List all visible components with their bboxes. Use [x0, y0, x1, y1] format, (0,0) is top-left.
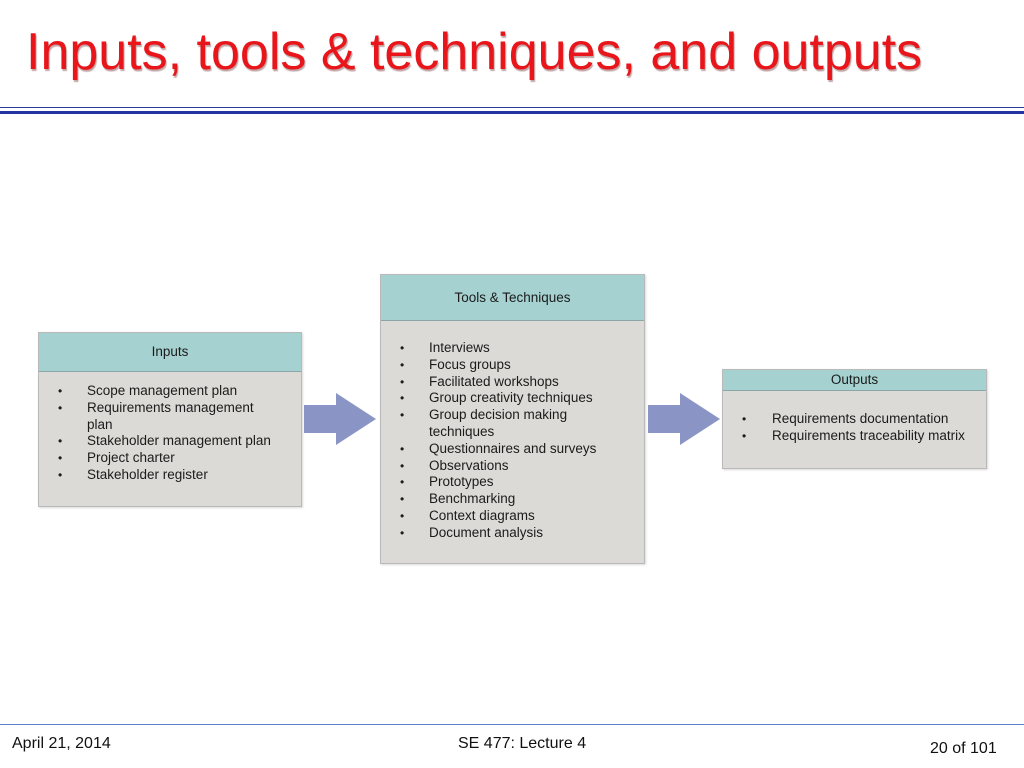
slide-title: Inputs, tools & techniques, and outputs	[26, 23, 923, 81]
bullet-icon: •	[400, 525, 405, 540]
list-item-text: Stakeholder management plan	[87, 433, 271, 449]
bullet-icon: •	[58, 384, 63, 398]
bullet-icon: •	[400, 475, 405, 490]
list-item	[39, 433, 301, 450]
tools-list	[381, 321, 644, 542]
list-item	[723, 428, 986, 445]
list-item	[381, 441, 644, 458]
list-item-text: Questionnaires and surveys	[429, 440, 597, 456]
list-item-text: Context diagrams	[429, 507, 535, 523]
list-item	[39, 400, 301, 434]
list-item	[39, 450, 301, 467]
bullet-icon: •	[400, 441, 405, 456]
footer-rule	[0, 724, 1024, 725]
right-arrow-icon	[648, 393, 720, 445]
outputs-box	[722, 369, 987, 469]
list-item	[381, 390, 644, 407]
inputs-box-header: Inputs	[39, 333, 301, 372]
bullet-icon: •	[400, 458, 405, 473]
bullet-icon: •	[400, 492, 405, 507]
list-item-text: Interviews	[429, 340, 490, 355]
footer-date: April 21, 2014	[12, 735, 111, 752]
list-item	[381, 508, 644, 525]
list-item-text: Benchmarking	[429, 491, 516, 507]
list-item-text: Stakeholder register	[87, 466, 208, 482]
list-item	[381, 407, 644, 441]
tools-techniques-box	[380, 274, 645, 564]
list-item-text: Facilitated workshops	[429, 373, 559, 389]
list-item-text: Group decision making techniques	[429, 407, 568, 439]
outputs-box-header: Outputs	[723, 370, 986, 391]
title-rule-thick	[0, 111, 1024, 114]
list-item	[381, 357, 644, 374]
list-item-text: Document analysis	[429, 524, 544, 540]
list-item-text: Project charter	[87, 450, 175, 466]
bullet-icon: •	[58, 400, 63, 415]
list-item-text: Observations	[429, 457, 509, 473]
list-item	[39, 467, 301, 484]
list-item	[381, 491, 644, 508]
page-number: 20 of 101	[930, 740, 997, 757]
bullet-icon: •	[400, 408, 405, 423]
inputs-box	[38, 332, 302, 507]
bullet-icon: •	[742, 412, 747, 426]
list-item	[39, 383, 301, 400]
inputs-list	[39, 372, 301, 484]
list-item-text: Prototypes	[429, 474, 494, 490]
list-item	[381, 374, 644, 391]
list-item	[381, 525, 644, 542]
bullet-icon: •	[58, 434, 63, 449]
bullet-icon: •	[400, 391, 405, 406]
list-item	[381, 458, 644, 475]
bullet-icon: •	[400, 357, 405, 372]
list-item-text: Requirements documentation	[772, 411, 949, 426]
footer-course-title: SE 477: Lecture 4	[458, 735, 587, 752]
list-item	[381, 340, 644, 357]
list-item-text: Group creativity techniques	[429, 390, 593, 406]
outputs-list	[723, 391, 986, 445]
bullet-icon: •	[400, 508, 405, 523]
bullet-icon: •	[742, 428, 747, 443]
list-item-text: Scope management plan	[87, 383, 238, 398]
bullet-icon: •	[58, 467, 63, 482]
bullet-icon: •	[400, 374, 405, 389]
title-rule-thin	[0, 107, 1024, 108]
list-item-text: Requirements management plan	[87, 399, 254, 432]
tools-box-header: Tools & Techniques	[381, 275, 644, 321]
right-arrow-icon	[304, 393, 376, 445]
list-item	[381, 474, 644, 491]
list-item-text: Focus groups	[429, 356, 511, 372]
list-item	[723, 411, 986, 428]
bullet-icon: •	[400, 341, 405, 355]
list-item-text: Requirements traceability matrix	[772, 427, 965, 443]
bullet-icon: •	[58, 451, 63, 466]
